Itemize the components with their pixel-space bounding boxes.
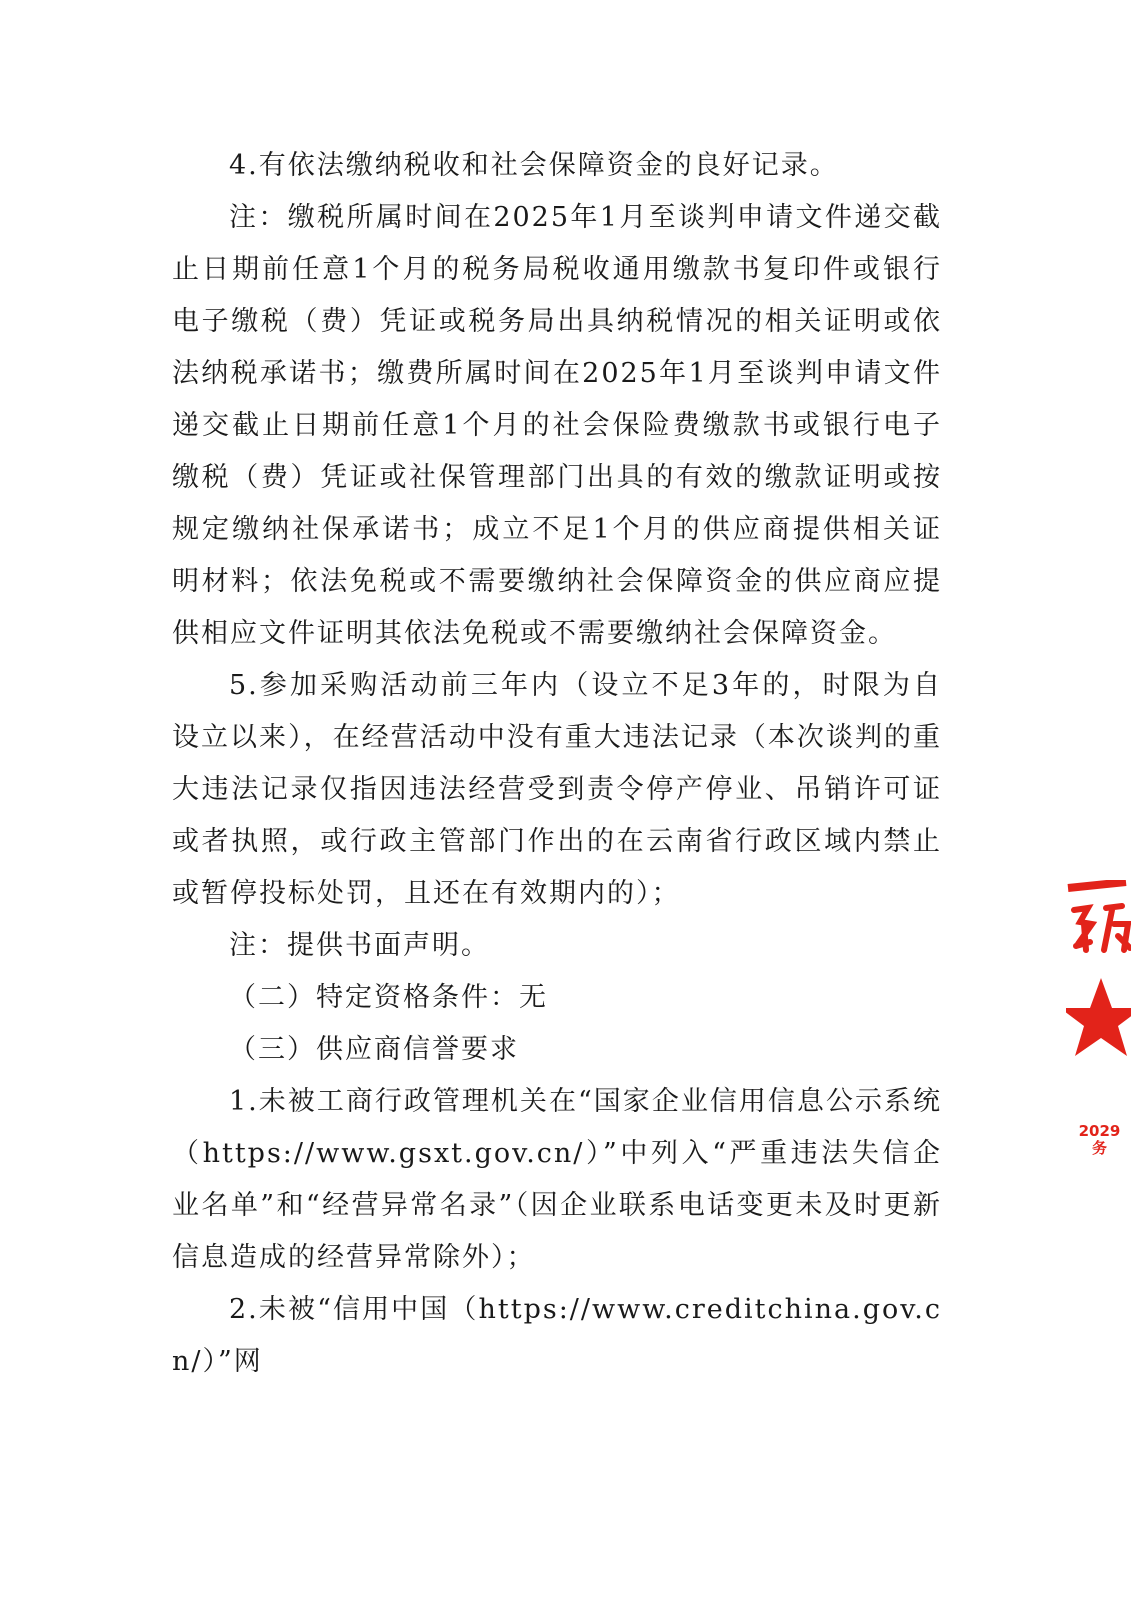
paragraph-tax-record: 4.有依法缴纳税收和社会保障资金的良好记录。 [229, 150, 839, 181]
seal-year-fragment: 2029 [1078, 1123, 1121, 1140]
document-body [172, 140, 942, 1388]
heading-specific-qualification: （二）特定资格条件：无 [229, 982, 548, 1013]
paragraph-creditchina-requirement: 2.未被“信用中国（https://www.creditchina.gov.cn/）”网 [172, 1294, 942, 1377]
paragraph-no-violation: 5.参加采购活动前三年内（设立不足3年的，时限为自设立以来），在经营活动中没有重大违法记录（本次谈判的重大违法记录仅指因违法经营受到责令停产停业、吊销许可证或者执照，或行政主管部门作出的在云南省行政区域内禁止或暂停投标处罚，且还在有效期内的）； [172, 670, 942, 909]
seal-char-fragment: 务 [1091, 1139, 1107, 1157]
seal-year-text [1068, 1123, 1131, 1157]
paragraph-tax-note: 注：缴税所属时间在2025年1月至谈判申请文件递交截止日期前任意1个月的税务局税收通用缴款书复印件或银行电子缴税（费）凭证或税务局出具纳税情况的相关证明或依法纳税承诺书；缴费所属时间在2025年1月至谈判申请文件递交截止日期前任意1个月的社会保险费缴款书或银行电子缴税（费）凭证或社保管理部门出具的有效的缴款证明或按规定缴纳社保承诺书；成立不足1个月的供应商提供相关证明材料；依法免税或不需要缴纳社会保障资金的供应商应提供相应文件证明其依法免税或不需要缴纳社会保障资金。 [172, 202, 942, 649]
paragraph-declaration-note: 注：提供书面声明。 [229, 930, 490, 961]
heading-credit-requirements: （三）供应商信誉要求 [229, 1034, 519, 1065]
paragraph-gsxt-requirement: 1.未被工商行政管理机关在“国家企业信用信息公示系统（https://www.gsxt.gov.cn/）”中列入“严重违法失信企业名单”和“经营异常名录”（因企业联系电话变更未及时更新信息造成的经营异常除外）； [172, 1086, 942, 1273]
